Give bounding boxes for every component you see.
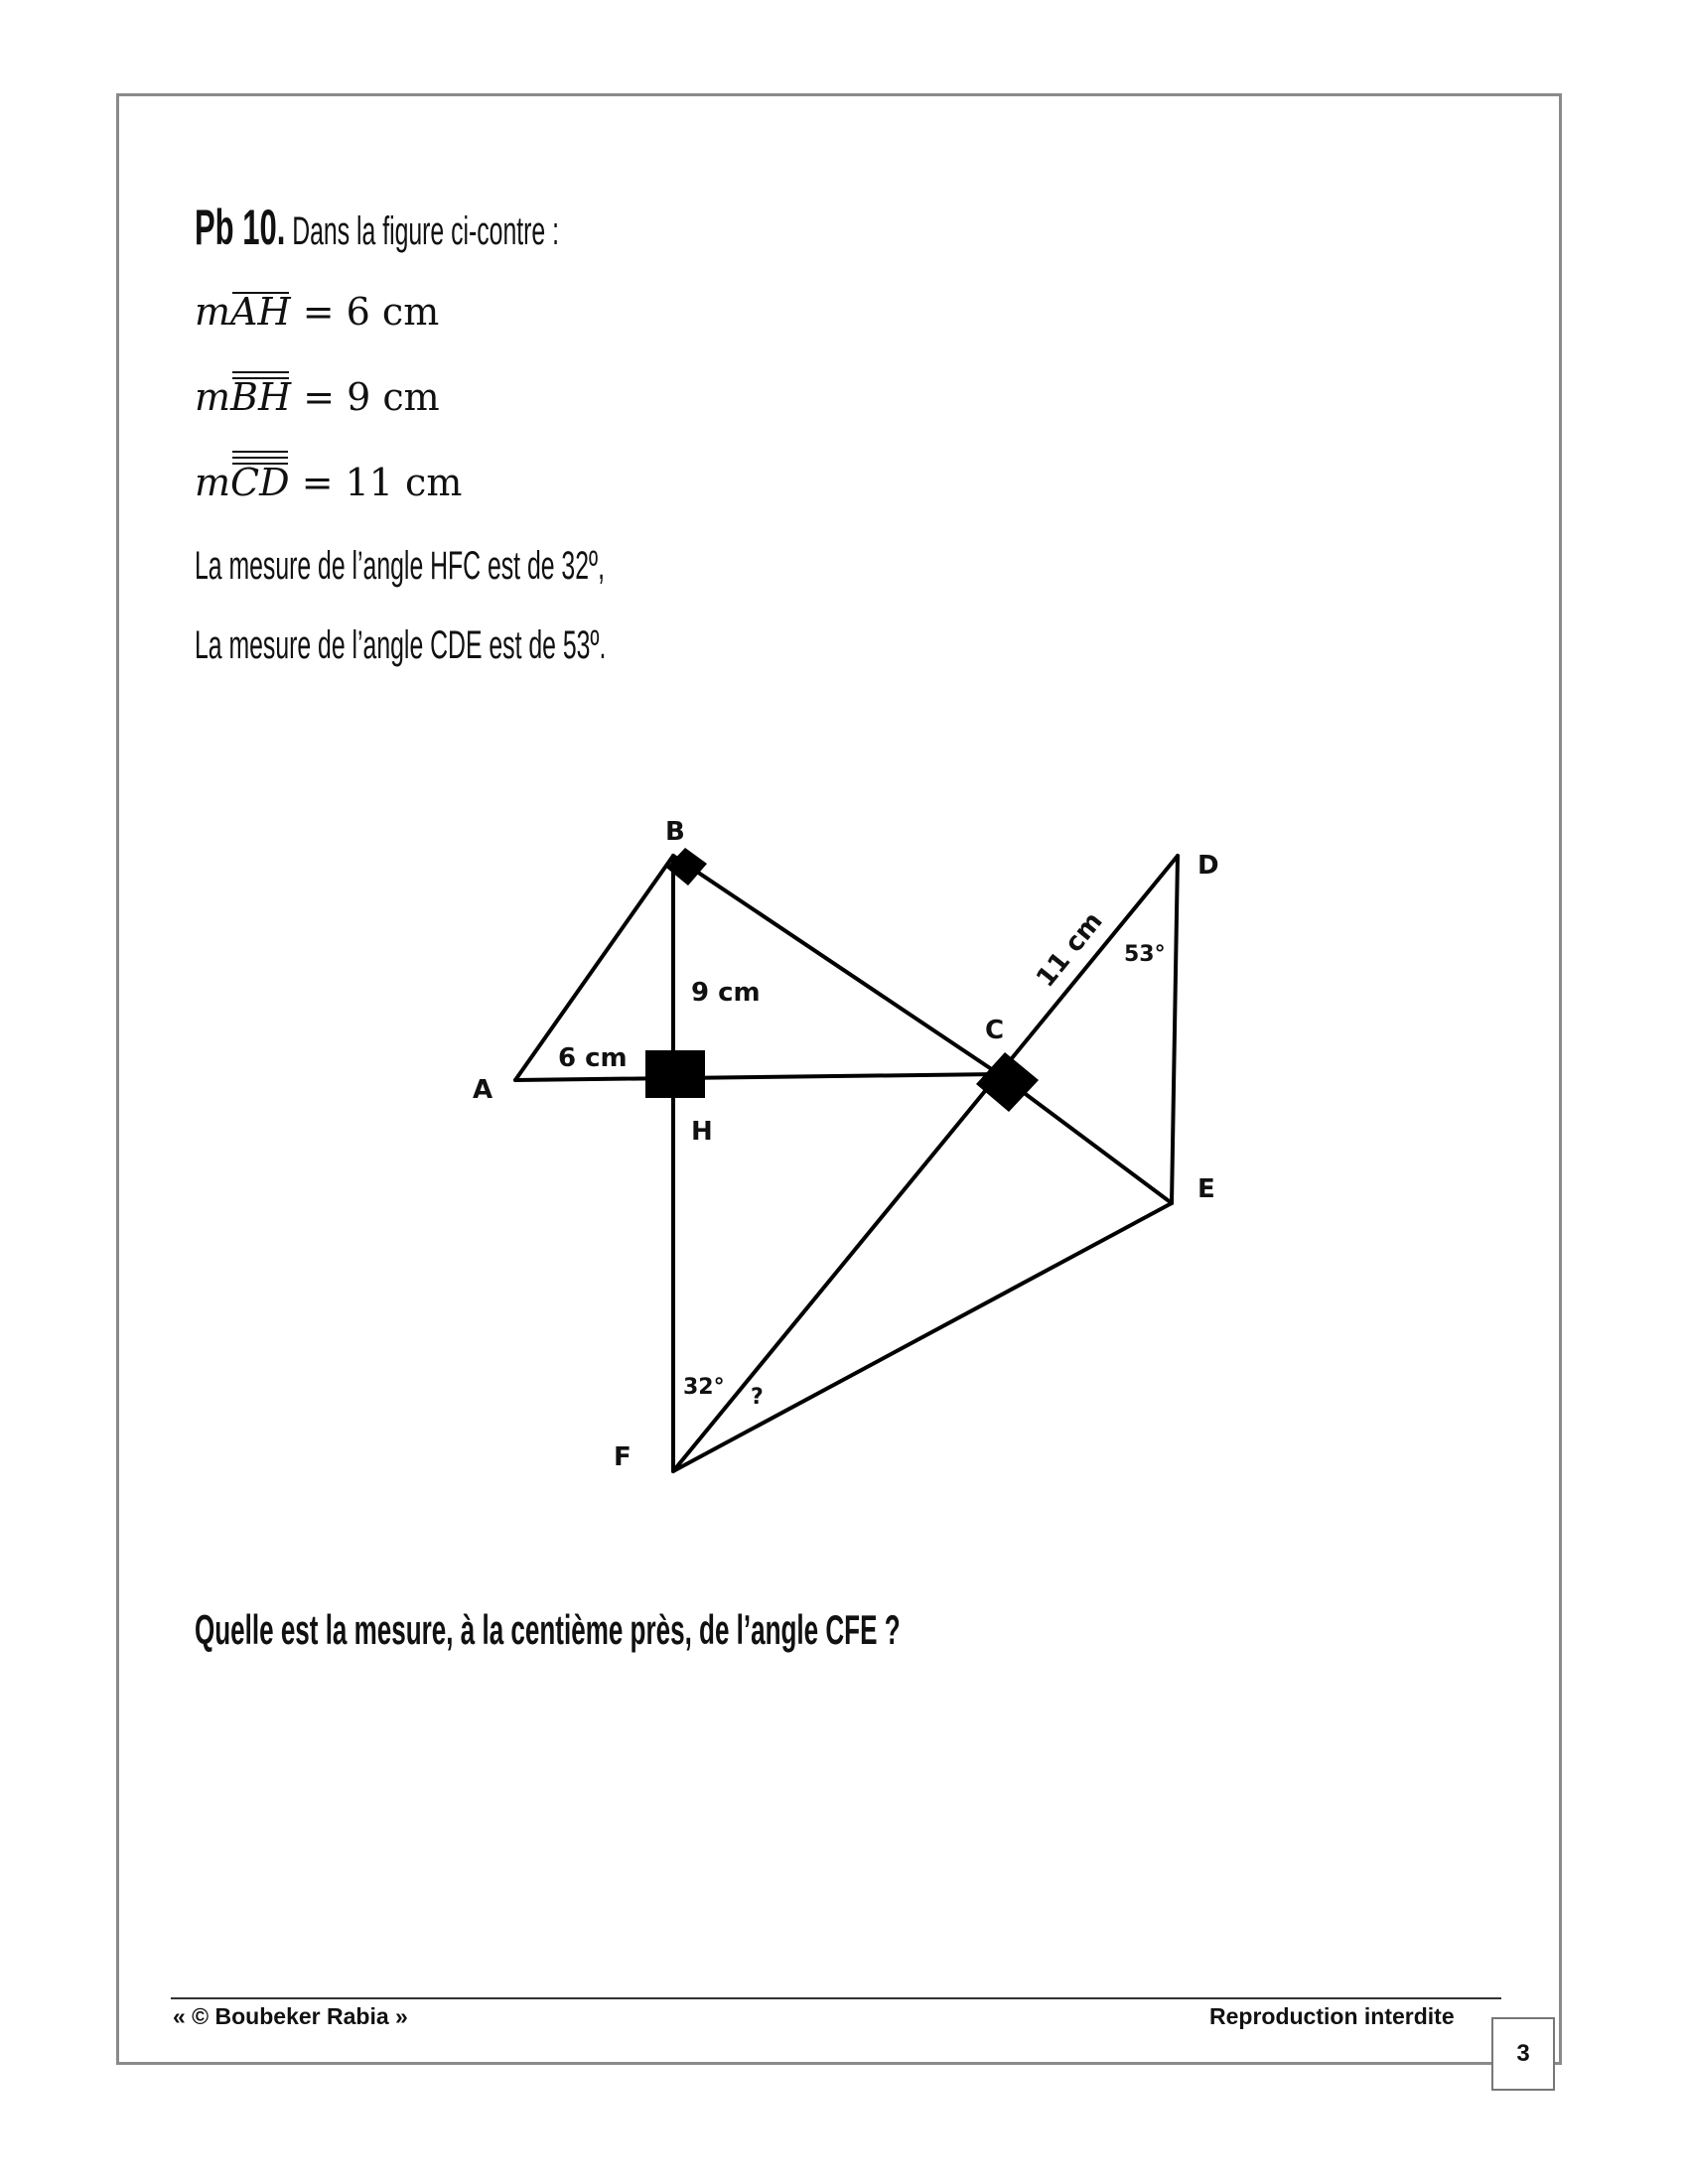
label-bh-length: 9 cm — [691, 978, 761, 1008]
problem-number: Pb 10. — [195, 200, 286, 255]
given-ah-prefix: m — [195, 290, 231, 334]
point-d-label: D — [1197, 851, 1219, 881]
given-cd-prefix: m — [195, 461, 231, 504]
segment-ac-line — [515, 1074, 999, 1080]
label-unknown-angle: ? — [751, 1385, 764, 1410]
angle-hfc-statement: La mesure de l’angle HFC est de 32º, — [195, 544, 605, 588]
segment-de-line — [1172, 856, 1178, 1203]
angle-cde-statement: La mesure de l’angle CDE est de 53º. — [195, 623, 607, 667]
footer-divider — [171, 1997, 1501, 1999]
question-text: Quelle est la mesure, à la centième près, de l’angle CFE ? — [195, 1606, 901, 1653]
given-bh-prefix: m — [195, 375, 231, 419]
right-angle-c-marker — [976, 1052, 1039, 1112]
point-c-label: C — [985, 1016, 1005, 1045]
point-a-label: A — [473, 1075, 493, 1105]
given-bh-value: = 9 cm — [303, 375, 440, 419]
label-cd-length: 11 cm — [1031, 906, 1109, 994]
label-angle-d: 53° — [1124, 942, 1166, 967]
page-number: 3 — [1516, 2040, 1530, 2067]
point-h-label: H — [691, 1117, 713, 1147]
given-ah-value: = 6 cm — [302, 290, 440, 334]
segment-fe-line — [673, 1203, 1172, 1471]
segment-bh: BH — [230, 375, 292, 419]
footer-copyright: « © Boubeker Rabia » — [173, 2003, 408, 2029]
label-ah-length: 6 cm — [558, 1043, 628, 1073]
label-angle-f: 32° — [683, 1375, 725, 1400]
right-angle-h-marker — [645, 1050, 705, 1098]
segment-bc-line — [673, 856, 999, 1074]
point-e-label: E — [1197, 1174, 1215, 1204]
given-cd-value: = 11 cm — [301, 461, 463, 504]
footer-notice: Reproduction interdite — [1209, 2003, 1455, 2029]
segment-ah: AH — [230, 290, 291, 334]
problem-intro: Dans la figure ci-contre : — [285, 209, 560, 253]
segment-fc-line — [673, 1074, 999, 1471]
segment-cd-label: CD — [230, 461, 290, 504]
page-number-box — [1491, 2017, 1555, 2091]
point-f-label: F — [614, 1442, 632, 1472]
point-b-label: B — [665, 817, 685, 847]
